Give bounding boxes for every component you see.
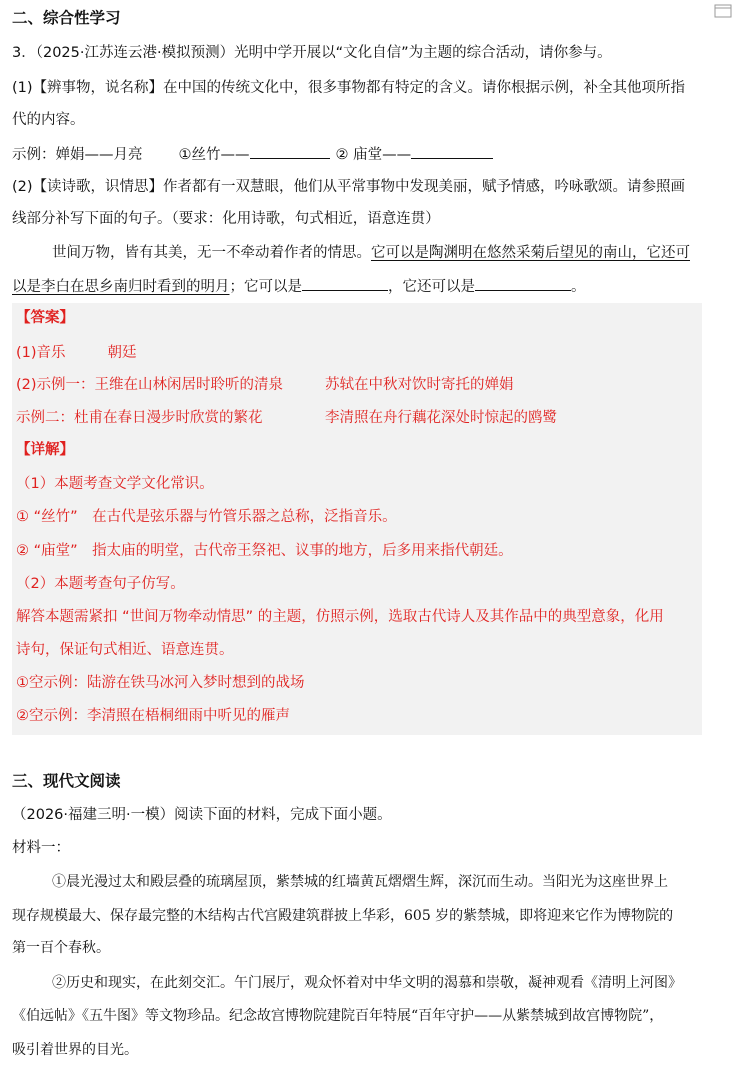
reading-paragraph: 现存规模最大、保存最完整的木结构古代宫殿建筑群披上华彩，605 岁的紫禁城，即将迎来它作为博物院的	[12, 908, 674, 924]
answer-blank[interactable]	[302, 276, 388, 291]
answer-line	[16, 343, 137, 363]
section-heading: 二、综合性学习	[12, 9, 121, 27]
detail-line: （2）本题考查句子仿写。	[16, 576, 185, 592]
part1-prompt: (1)【辨事物，说名称】在中国的传统文化中，很多事物都有特定的含义。请你根据示例，补全其他项所指	[12, 80, 686, 96]
detail-line: ① “丝竹” 在古代是弦乐器与竹管乐器之总称，泛指音乐。	[16, 509, 397, 525]
part2-prompt: (2)【读诗歌，识情思】作者都有一双慧眼，他们从平常事物中发现美丽，赋予情感，吟咏歌颂。请参照画	[12, 179, 686, 195]
answer-blank[interactable]	[250, 144, 330, 159]
answer-label: 【答案】	[16, 310, 74, 326]
detail-line: ②空示例：李清照在梧桐细雨中听见的雁声	[16, 708, 290, 724]
answer-blank[interactable]	[475, 276, 571, 291]
passage-line	[52, 243, 690, 263]
detail-label: 【详解】	[16, 442, 74, 458]
answer-line	[16, 408, 263, 428]
passage-line	[12, 276, 586, 297]
detail-line: ①空示例：陆游在铁马冰河入梦时想到的战场	[16, 675, 305, 691]
answer-text: 朝廷	[107, 345, 137, 361]
answer-text: (2)示例一：王维在山林闲居时聆听的清泉	[16, 377, 284, 393]
answer-text: 李清照在舟行藕花深处时惊起的鸥鹭	[325, 410, 557, 426]
material-label: 材料一：	[12, 840, 70, 856]
detail-line: 解答本题需紧扣 “世间万物牵动情思” 的主题，仿照示例，选取古代诗人及其作品中的典型意象，化用	[16, 609, 664, 625]
answer-blank[interactable]	[411, 144, 493, 159]
passage-text: ，它还可以是	[388, 279, 475, 295]
detail-line: 诗句，保证句式相近、语意连贯。	[16, 642, 234, 658]
expand-icon[interactable]	[713, 4, 733, 18]
passage-text: ；它可以是	[229, 279, 302, 295]
answer-text: (1)音乐	[16, 345, 66, 361]
reading-paragraph: 吸引着世界的目光。	[12, 1042, 138, 1058]
part2-prompt-cont: 线部分补写下面的句子。（要求：化用诗歌，句式相近，语意连贯）	[12, 211, 440, 227]
source-line: （2026·福建三明·一模）阅读下面的材料，完成下面小题。	[12, 807, 392, 823]
reading-paragraph: 第一百个春秋。	[12, 940, 110, 956]
passage-underlined: 它可以是陶渊明在悠然采菊后望见的南山，它还可	[371, 245, 690, 261]
answer-text: 苏轼在中秋对饮时寄托的婵娟	[325, 377, 514, 393]
answer-panel	[12, 303, 702, 735]
reading-paragraph: ①晨光漫过太和殿层叠的琉璃屋顶，紫禁城的红墙黄瓦熠熠生辉，深沉而生动。当阳光为这座世界上	[52, 874, 668, 890]
passage-text: 世间万物，皆有其美，无一不牵动着作者的情思。	[52, 245, 371, 261]
answer-line	[16, 375, 283, 395]
part1-prompt-cont: 代的内容。	[12, 112, 85, 128]
detail-line: ② “庙堂” 指太庙的明堂，古代帝王祭祀、议事的地方，后多用来指代朝廷。	[16, 543, 513, 559]
detail-line: （1）本题考查文学文化常识。	[16, 476, 214, 492]
question-intro: 3．（2025·江苏连云港·模拟预测）光明中学开展以“文化自信”为主题的综合活动，请你参与。	[12, 45, 612, 61]
example-line	[12, 144, 493, 165]
example-text: 示例：婵娟——月亮	[12, 147, 143, 163]
passage-underlined: 以是李白在思乡南归时看到的明月	[12, 279, 230, 295]
answer-text: 示例二：杜甫在春日漫步时欣赏的繁花	[16, 410, 263, 426]
passage-text: 。	[571, 279, 586, 295]
item1-label: ①丝竹——	[178, 147, 250, 163]
section-heading: 三、现代文阅读	[12, 772, 121, 790]
reading-paragraph: ②历史和现实，在此刻交汇。午门展厅，观众怀着对中华文明的渴慕和崇敬，凝神观看《清明上河图》	[52, 975, 682, 991]
item2-label: ② 庙堂——	[335, 147, 412, 163]
reading-paragraph: 《伯远帖》《五牛图》等文物珍品。纪念故宫博物院建院百年特展“百年守护——从紫禁城到故宫博物院”，	[12, 1008, 664, 1024]
